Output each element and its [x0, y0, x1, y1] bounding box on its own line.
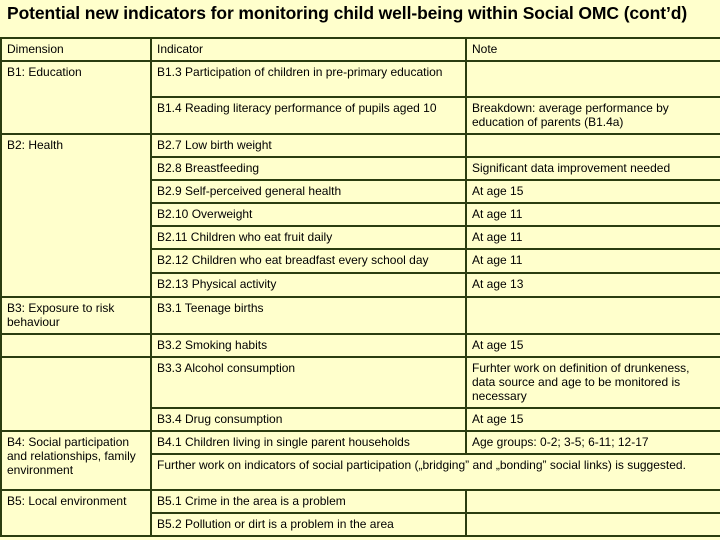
dimension-cell-empty — [1, 334, 151, 357]
note-cell: Age groups: 0-2; 3-5; 6-11; 12-17 — [466, 431, 720, 454]
page-title: Potential new indicators for monitoring child well-being within Social OMC (cont’d) — [7, 3, 688, 23]
note-cell — [466, 297, 720, 334]
indicator-cell: B2.7 Low birth weight — [151, 134, 466, 157]
indicator-cell: B5.2 Pollution or dirt is a problem in the area — [151, 513, 466, 536]
indicator-cell: B3.2 Smoking habits — [151, 334, 466, 357]
note-cell — [466, 490, 720, 513]
indicator-cell: B5.1 Crime in the area is a problem — [151, 490, 466, 513]
table-row — [1, 431, 720, 454]
indicator-cell: B1.4 Reading literacy performance of pupils aged 10 — [151, 97, 466, 134]
note-cell: At age 15 — [466, 180, 720, 203]
table-row — [1, 357, 720, 408]
indicator-cell: B2.12 Children who eat breadfast every school day — [151, 249, 466, 273]
note-cell: At age 11 — [466, 226, 720, 249]
table-header-row — [1, 38, 720, 61]
note-cell: At age 13 — [466, 273, 720, 297]
note-cell: At age 15 — [466, 408, 720, 431]
indicators-table — [0, 37, 720, 537]
note-cell — [466, 513, 720, 536]
indicator-cell: B1.3 Participation of children in pre-primary education — [151, 61, 466, 97]
table-row — [1, 334, 720, 357]
indicator-cell: B2.11 Children who eat fruit daily — [151, 226, 466, 249]
note-cell: Breakdown: average performance by education of parents (B1.4a) — [466, 97, 720, 134]
note-cell: At age 11 — [466, 203, 720, 226]
note-cell — [466, 134, 720, 157]
note-cell: At age 11 — [466, 249, 720, 273]
header-note: Note — [466, 38, 720, 61]
dimension-cell: B2: Health — [1, 134, 151, 297]
header-dimension: Dimension — [1, 38, 151, 61]
indicator-cell: B2.8 Breastfeeding — [151, 157, 466, 180]
indicator-cell-wide: Further work on indicators of social participation („bridging” and „bonding” social links) is suggested. — [151, 454, 720, 490]
table-row — [1, 490, 720, 513]
dimension-cell: B4: Social participation and relationships, family environment — [1, 431, 151, 490]
dimension-cell-empty — [1, 357, 151, 431]
table-row — [1, 297, 720, 334]
note-cell — [466, 61, 720, 97]
indicator-cell: B3.4 Drug consumption — [151, 408, 466, 431]
indicator-cell: B2.10 Overweight — [151, 203, 466, 226]
dimension-cell: B1: Education — [1, 61, 151, 134]
indicator-cell: B2.13 Physical activity — [151, 273, 466, 297]
table-row — [1, 61, 720, 97]
note-cell: Furhter work on definition of drunkeness, data source and age to be monitored is necessary — [466, 357, 720, 408]
indicator-cell: B4.1 Children living in single parent households — [151, 431, 466, 454]
note-cell: At age 15 — [466, 334, 720, 357]
indicator-cell: B3.3 Alcohol consumption — [151, 357, 466, 408]
dimension-cell: B5: Local environment — [1, 490, 151, 536]
header-indicator: Indicator — [151, 38, 466, 61]
dimension-cell: B3: Exposure to risk behaviour — [1, 297, 151, 334]
note-cell: Significant data improvement needed — [466, 157, 720, 180]
indicator-cell: B2.9 Self-perceived general health — [151, 180, 466, 203]
indicator-cell: B3.1 Teenage births — [151, 297, 466, 334]
table-row — [1, 134, 720, 157]
